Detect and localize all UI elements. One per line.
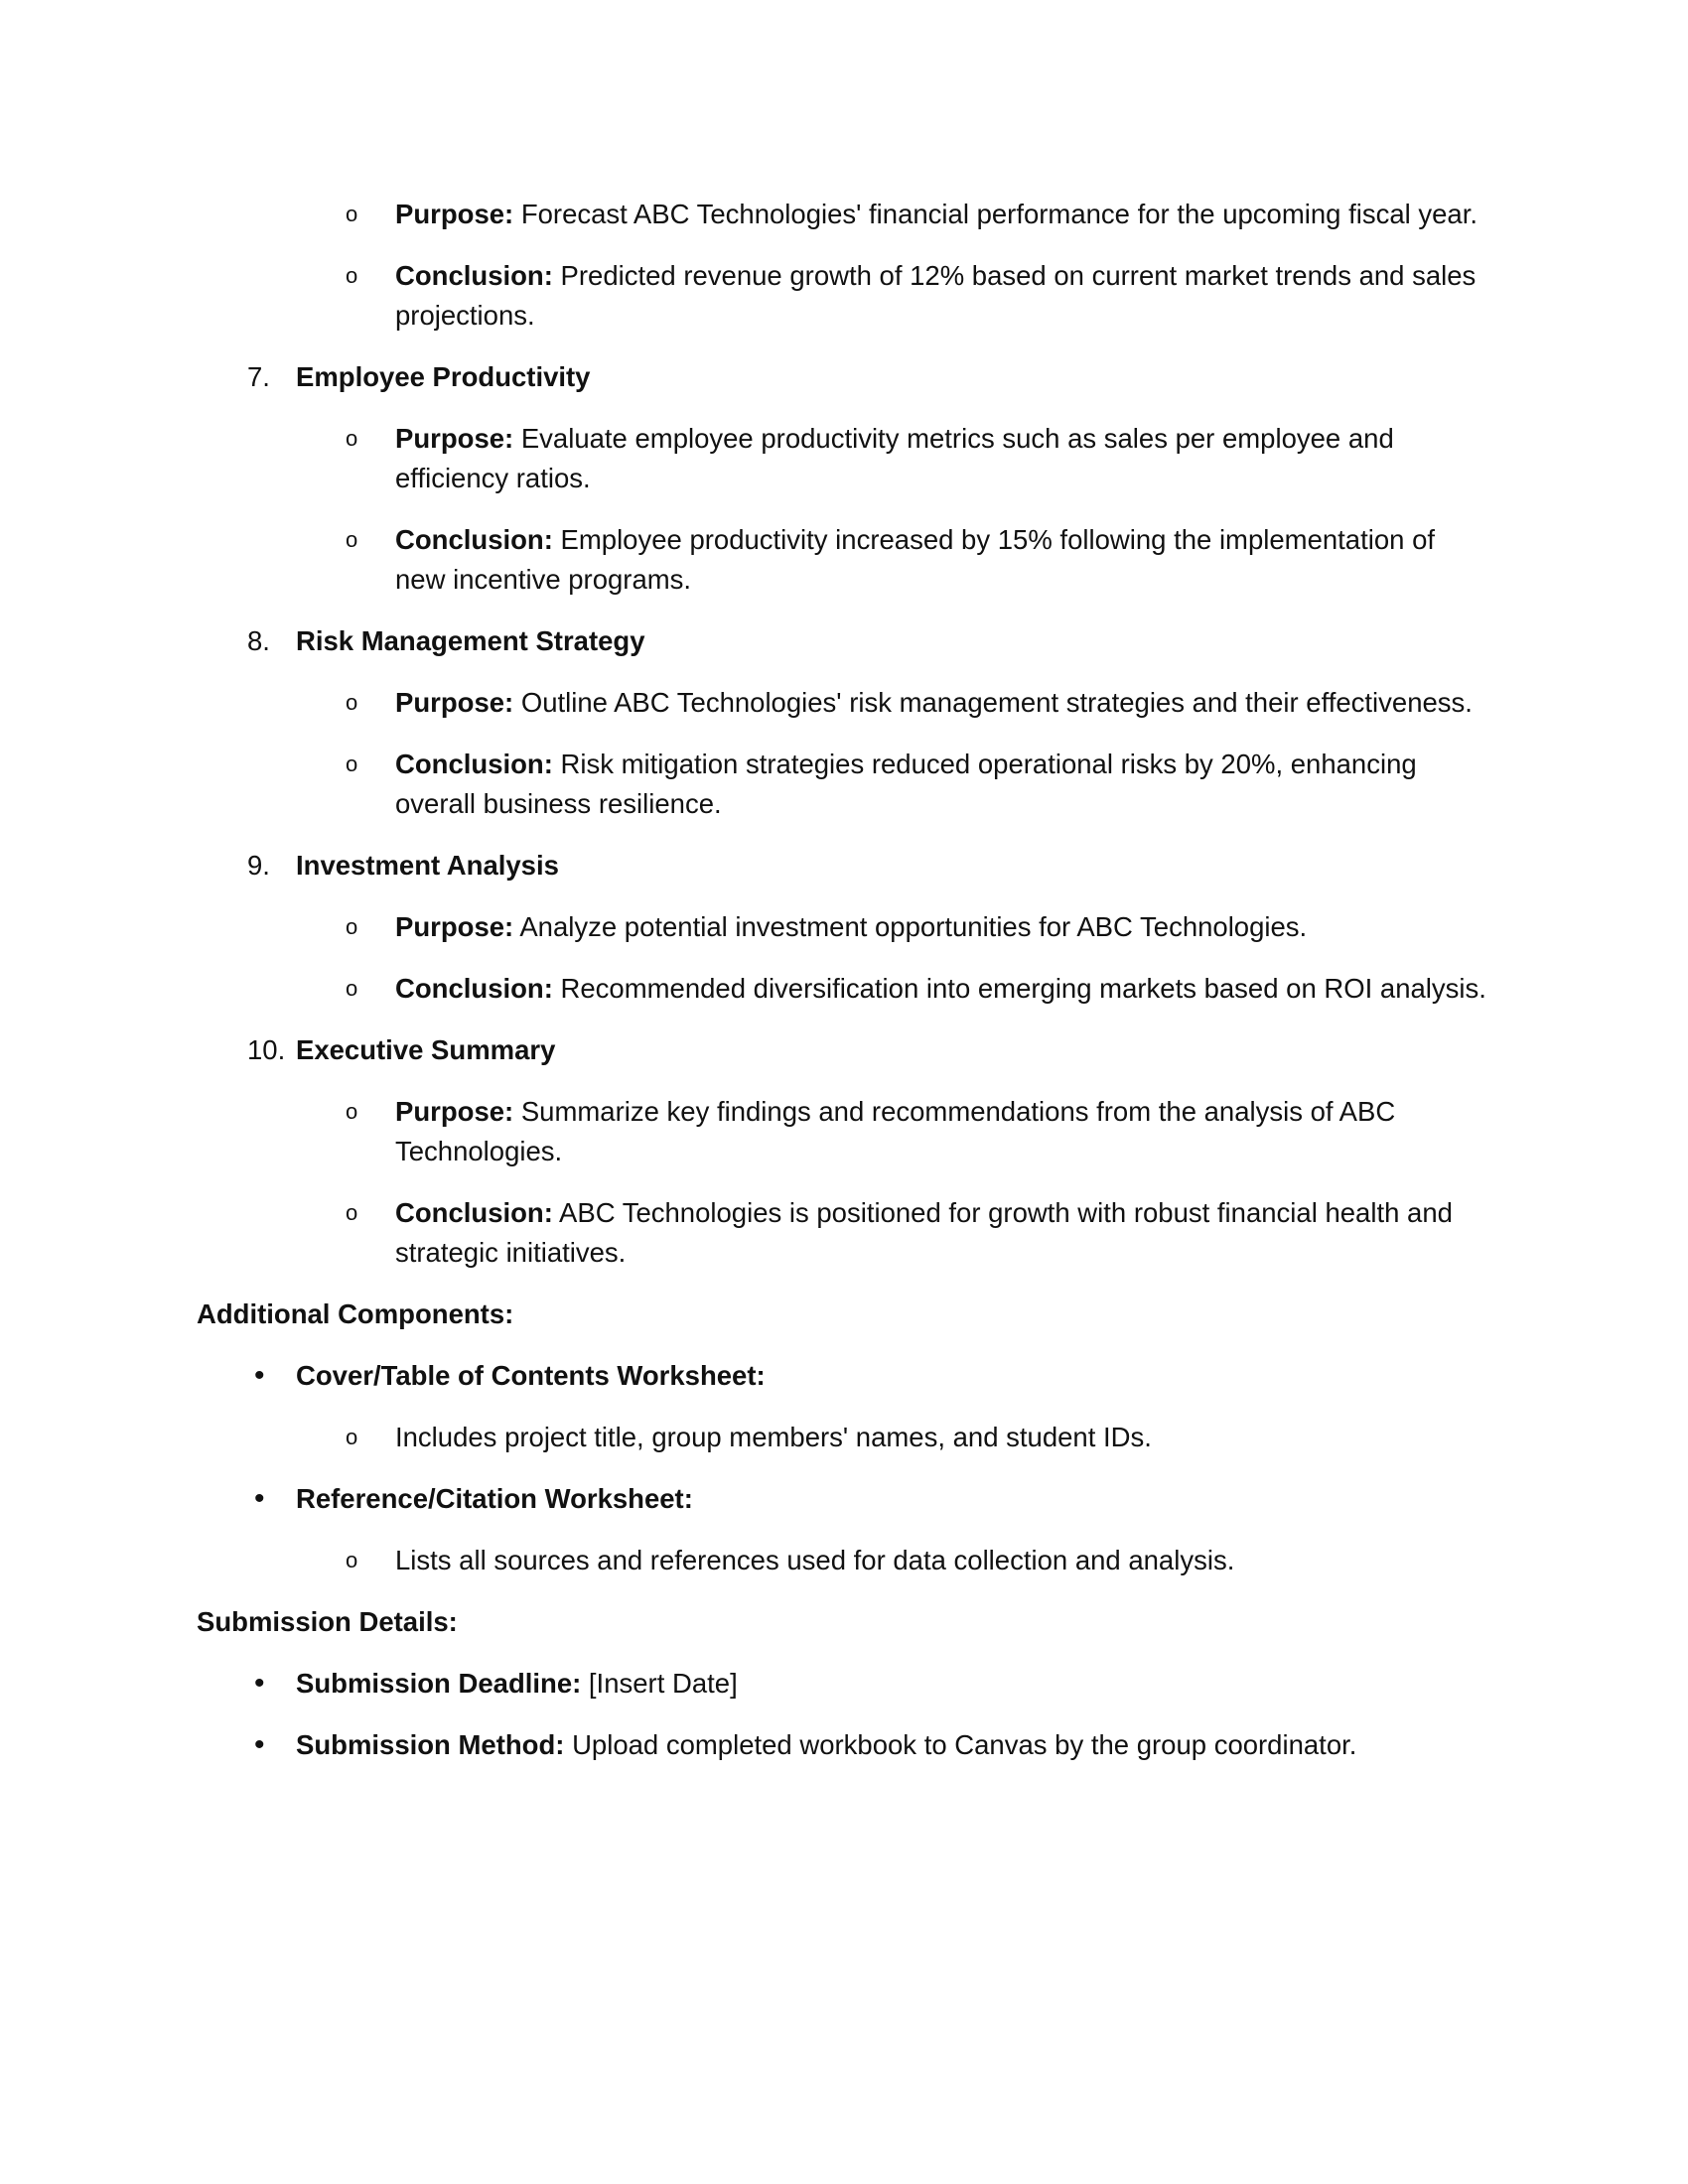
item-conclusion [197, 745, 1487, 824]
purpose-label: Purpose: [395, 1096, 514, 1127]
item-number: 10. [247, 1034, 286, 1065]
sub-bullet-icon: o [346, 1099, 358, 1124]
method-label: Submission Method: [296, 1729, 565, 1760]
conclusion-label: Conclusion: [395, 260, 553, 291]
list-item-risk-management [197, 621, 1487, 661]
item-number: 8. [247, 625, 270, 656]
cover-worksheet-label: Cover/Table of Contents Worksheet: [296, 1360, 766, 1391]
sub-bullet-icon: o [346, 751, 358, 776]
method-value: Upload completed workbook to Canvas by the group coordinator. [572, 1729, 1357, 1760]
purpose-label: Purpose: [395, 199, 514, 229]
sub-bullet-icon: o [346, 914, 358, 939]
sub-bullet-icon: o [346, 1200, 358, 1225]
bullet-submission-deadline [197, 1664, 1487, 1704]
deadline-label: Submission Deadline: [296, 1668, 582, 1699]
bullet-icon: • [254, 1359, 265, 1392]
conclusion-text: Risk mitigation strategies reduced operational risks by 20%, enhancing overall business resilience. [395, 749, 1417, 819]
item-purpose [197, 419, 1487, 498]
purpose-text: Summarize key findings and recommendations from the analysis of ABC Technologies. [395, 1096, 1396, 1166]
purpose-label: Purpose: [395, 423, 514, 454]
conclusion-text: ABC Technologies is positioned for growth with robust financial health and strategic initiatives. [395, 1197, 1453, 1268]
item-title: Employee Productivity [296, 361, 591, 392]
reference-worksheet-detail: o Lists all sources and references used for data collection and analysis. [197, 1541, 1487, 1580]
item-title: Investment Analysis [296, 850, 559, 881]
conclusion-text: Recommended diversification into emerging markets based on ROI analysis. [560, 973, 1486, 1004]
purpose-text: Forecast ABC Technologies' financial performance for the upcoming fiscal year. [520, 199, 1477, 229]
cover-worksheet-detail: o Includes project title, group members' names, and student IDs. [197, 1418, 1487, 1457]
conclusion-label: Conclusion: [395, 973, 553, 1004]
sub-bullet-icon: o [346, 527, 358, 552]
sub-bullet-icon: o [346, 263, 358, 288]
item-conclusion [197, 520, 1487, 600]
conclusion-text: Employee productivity increased by 15% following the implementation of new incentive programs. [395, 524, 1436, 595]
bullet-icon: • [254, 1482, 265, 1515]
sub-bullet-icon: o [346, 1425, 358, 1449]
conclusion-text: Predicted revenue growth of 12% based on current market trends and sales projections. [395, 260, 1477, 331]
document-content [197, 195, 1487, 1787]
deadline-value: [Insert Date] [588, 1668, 738, 1699]
item-number: 7. [247, 361, 270, 392]
item-title: Risk Management Strategy [296, 625, 645, 656]
item-conclusion [197, 969, 1487, 1009]
bullet-icon: • [254, 1667, 265, 1700]
list-item-executive-summary [197, 1030, 1487, 1070]
sub-bullet-icon: o [346, 1548, 358, 1572]
continued-purpose [197, 195, 1487, 234]
sub-bullet-icon: o [346, 690, 358, 715]
purpose-text: Analyze potential investment opportunities for ABC Technologies. [519, 911, 1308, 942]
item-purpose [197, 907, 1487, 947]
purpose-label: Purpose: [395, 687, 514, 718]
item-purpose [197, 1092, 1487, 1171]
sub-bullet-icon: o [346, 426, 358, 451]
purpose-label: Purpose: [395, 911, 514, 942]
conclusion-label: Conclusion: [395, 524, 553, 555]
sub-bullet-icon: o [346, 976, 358, 1001]
item-purpose [197, 683, 1487, 723]
list-item-employee-productivity [197, 357, 1487, 397]
item-conclusion [197, 1193, 1487, 1273]
bullet-icon: • [254, 1728, 265, 1761]
bullet-cover-worksheet [197, 1356, 1487, 1396]
continued-conclusion [197, 256, 1487, 336]
conclusion-label: Conclusion: [395, 1197, 553, 1228]
submission-details-heading: Submission Details: [197, 1606, 458, 1637]
list-item-investment-analysis [197, 846, 1487, 886]
purpose-text: Evaluate employee productivity metrics such as sales per employee and efficiency ratios. [395, 423, 1394, 493]
additional-components-heading: Additional Components: [197, 1298, 514, 1329]
item-number: 9. [247, 850, 270, 881]
reference-worksheet-label: Reference/Citation Worksheet: [296, 1483, 693, 1514]
bullet-reference-worksheet [197, 1479, 1487, 1519]
item-title: Executive Summary [296, 1034, 556, 1065]
purpose-text: Outline ABC Technologies' risk management strategies and their effectiveness. [520, 687, 1473, 718]
conclusion-label: Conclusion: [395, 749, 553, 779]
sub-bullet-icon: o [346, 202, 358, 226]
bullet-submission-method [197, 1725, 1487, 1765]
